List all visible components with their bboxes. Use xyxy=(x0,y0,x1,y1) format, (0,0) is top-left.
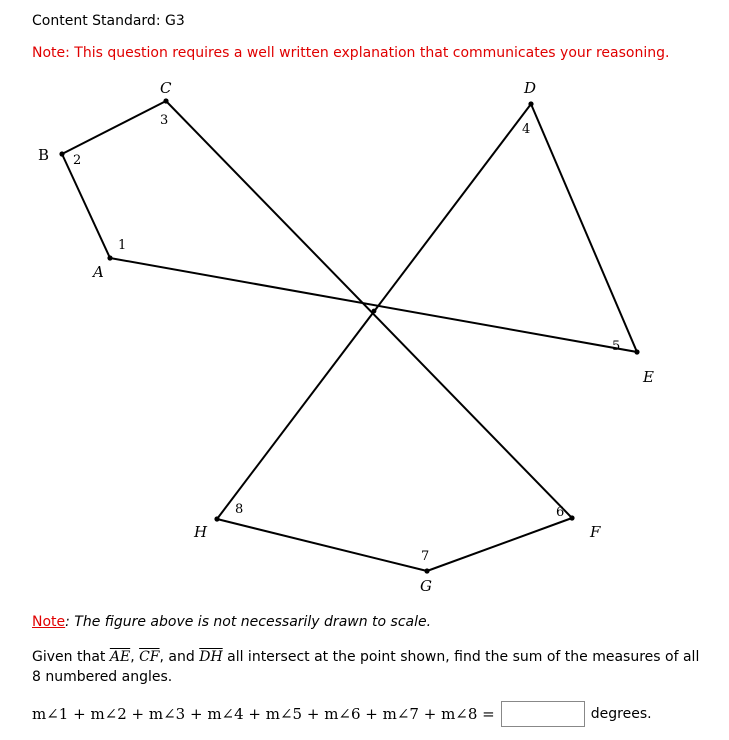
given-prefix: Given that xyxy=(32,649,110,665)
unit-label: degrees. xyxy=(590,706,652,722)
label-E: E xyxy=(643,368,654,386)
angle-7: 7 xyxy=(421,549,430,564)
point-A xyxy=(107,255,112,260)
point-C xyxy=(163,98,168,103)
point-G xyxy=(424,568,429,573)
segment-ae-label: $\overline{AE}$ xyxy=(109,649,131,665)
segment-dh-label: $\overline{DH}$ xyxy=(199,649,223,665)
point-D xyxy=(528,101,533,106)
segment-cf-label: $\overline{CF}$ xyxy=(139,649,160,665)
angle-4: 4 xyxy=(522,122,531,137)
point-E xyxy=(634,349,639,354)
content-standard: Content Standard: G3 xyxy=(32,13,185,29)
label-B: B xyxy=(38,146,50,164)
given-sep-2: , and xyxy=(159,649,200,665)
label-H: H xyxy=(194,523,208,541)
angle-2: 2 xyxy=(73,153,82,168)
reasoning-note: Note: This question requires a well written explanation that communicates your reasoning. xyxy=(32,45,670,61)
point-B xyxy=(59,151,64,156)
label-G: G xyxy=(420,577,432,595)
segment-BC xyxy=(62,101,169,154)
answer-input[interactable] xyxy=(501,701,585,727)
angle-6: 6 xyxy=(556,505,565,520)
point-F xyxy=(569,515,574,520)
segment-FG xyxy=(427,518,572,571)
segment-AB xyxy=(62,154,110,258)
segment-CF xyxy=(166,101,572,518)
angle-sum-equation: m∠1 + m∠2 + m∠3 + m∠4 + m∠5 + m∠6 + m∠7 + m∠8 = xyxy=(32,705,495,723)
angle-8: 8 xyxy=(235,502,244,517)
question-text xyxy=(32,647,702,687)
answer-row xyxy=(32,701,652,727)
angle-1: 1 xyxy=(118,238,127,253)
point-H xyxy=(214,516,219,521)
angle-5: 5 xyxy=(612,339,621,354)
label-D: D xyxy=(524,79,537,97)
segment-GH xyxy=(217,519,430,571)
label-F: F xyxy=(590,523,601,541)
given-sep-1: , xyxy=(130,649,140,665)
label-A: A xyxy=(93,263,104,281)
segment-AE xyxy=(110,258,637,352)
scale-note-prefix: Note xyxy=(32,614,66,630)
scale-note xyxy=(32,614,431,630)
intersection-point xyxy=(372,309,377,314)
segment-DE xyxy=(531,104,637,352)
given-suffix: all intersect at the point shown, find the sum of the measures of all 8 numbered angles. xyxy=(32,649,700,685)
angle-3: 3 xyxy=(160,113,169,128)
label-C: C xyxy=(160,79,172,97)
scale-note-text: : The figure above is not necessarily drawn to scale. xyxy=(65,614,432,630)
